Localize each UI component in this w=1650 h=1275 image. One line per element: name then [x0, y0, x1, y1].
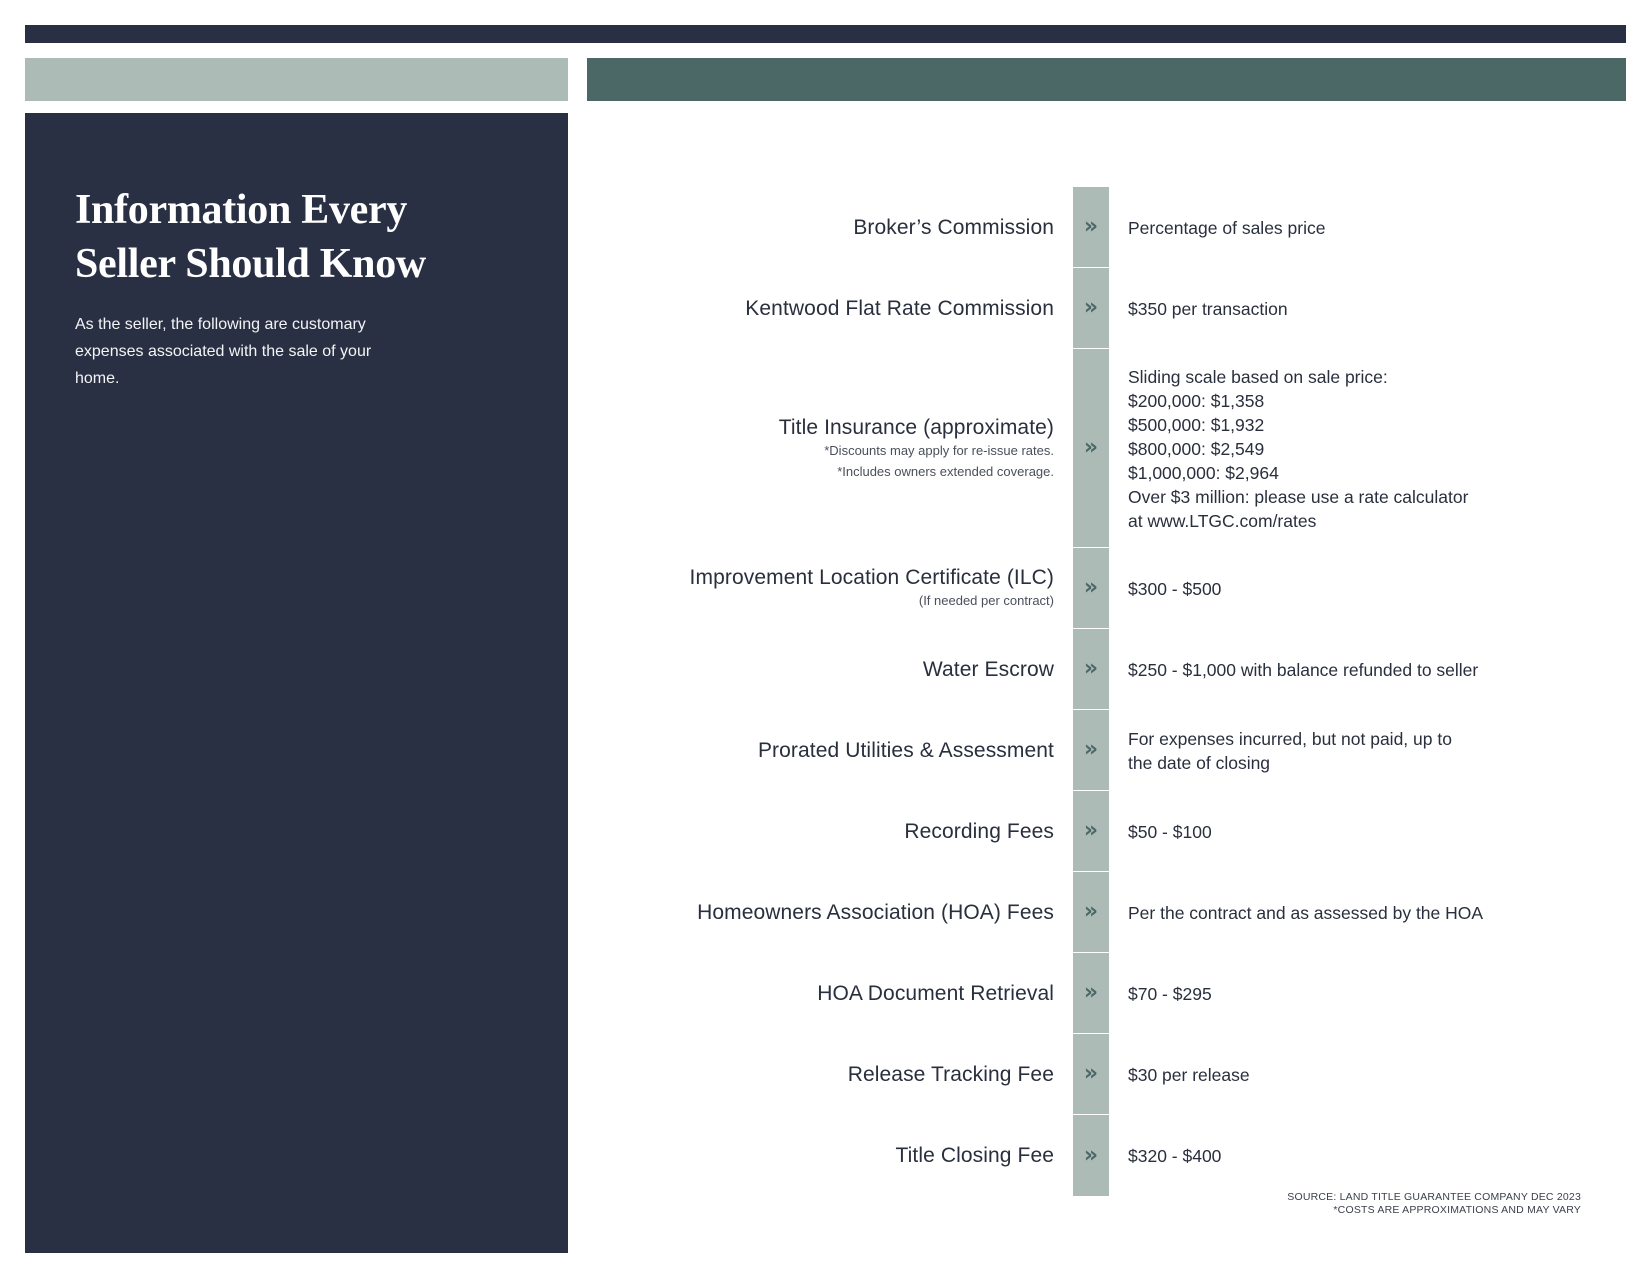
fee-name: HOA Document Retrieval	[817, 981, 1054, 1005]
source-line: SOURCE: LAND TITLE GUARANTEE COMPANY DEC 2023	[1287, 1191, 1581, 1203]
fee-name: Title Insurance (approximate)	[778, 415, 1054, 439]
fee-row	[587, 872, 1587, 953]
fee-value-line: the date of closing	[1128, 752, 1271, 773]
fee-name: Kentwood Flat Rate Commission	[745, 296, 1054, 320]
fee-value-line: at www.LTGC.com/rates	[1128, 510, 1317, 531]
fee-note: (If needed per contract)	[918, 593, 1054, 608]
double-chevron-right-icon: »	[1083, 656, 1099, 681]
fee-name: Water Escrow	[922, 657, 1054, 681]
fee-row	[587, 953, 1587, 1034]
separator-column	[1073, 548, 1109, 629]
fee-name: Homeowners Association (HOA) Fees	[697, 900, 1054, 924]
fee-row	[587, 349, 1587, 548]
separator-column	[1073, 268, 1109, 349]
fee-value-line: $300 - $500	[1128, 578, 1222, 599]
sidebar-panel	[25, 113, 568, 1253]
fee-list	[587, 187, 1587, 1196]
fee-value-line: Percentage of sales price	[1128, 217, 1326, 238]
fee-value	[1128, 1034, 1548, 1115]
fee-value-line: $1,000,000: $2,964	[1128, 462, 1279, 483]
fee-note: *Includes owners extended coverage.	[837, 463, 1054, 479]
source-note	[1287, 1191, 1581, 1217]
fee-value-line: $320 - $400	[1128, 1145, 1222, 1166]
fee-name: Improvement Location Certificate (ILC)	[689, 566, 1054, 589]
double-chevron-right-icon: »	[1083, 899, 1099, 924]
fee-value	[1128, 629, 1548, 710]
page-title	[75, 183, 455, 291]
fee-label	[614, 953, 1054, 1034]
fee-value-line: Over $3 million: please use a rate calculator	[1128, 486, 1469, 507]
fee-value-line: $500,000: $1,932	[1128, 414, 1265, 435]
double-chevron-right-icon: »	[1083, 214, 1099, 239]
fee-value-line: Per the contract and as assessed by the HOA	[1128, 902, 1484, 923]
fee-name: Release Tracking Fee	[847, 1062, 1054, 1086]
fee-label	[614, 791, 1054, 872]
separator-column	[1073, 187, 1109, 268]
fee-value	[1128, 548, 1548, 629]
fee-row	[587, 548, 1587, 629]
separator-column	[1073, 1115, 1109, 1196]
fee-note: *Discounts may apply for re-issue rates.	[824, 442, 1054, 458]
fee-label	[614, 268, 1054, 349]
fee-label	[614, 187, 1054, 268]
fee-value	[1128, 1115, 1548, 1196]
fee-row	[587, 1115, 1587, 1196]
separator-column	[1073, 953, 1109, 1034]
fee-value	[1128, 349, 1548, 548]
fee-value	[1128, 953, 1548, 1034]
fee-value	[1128, 268, 1548, 349]
fee-value	[1128, 791, 1548, 872]
fee-value-line: $350 per transaction	[1128, 298, 1288, 319]
separator-column	[1073, 791, 1109, 872]
fee-name: Title Closing Fee	[895, 1143, 1054, 1167]
fee-row	[587, 710, 1587, 791]
fee-value-line: $50 - $100	[1128, 821, 1212, 842]
fee-value-line: $30 per release	[1128, 1064, 1250, 1085]
fee-label	[614, 710, 1054, 791]
fee-value	[1128, 710, 1548, 791]
separator-column	[1073, 349, 1109, 548]
double-chevron-right-icon: »	[1083, 575, 1099, 600]
fee-label	[614, 1034, 1054, 1115]
fee-row	[587, 268, 1587, 349]
intro-text: As the seller, the following are customary expenses associated with the sale of your home.	[75, 316, 372, 387]
fee-label	[614, 872, 1054, 953]
fee-row	[587, 187, 1587, 268]
accent-bar-left	[25, 58, 568, 101]
fee-label	[614, 349, 1054, 548]
page-title-line2: Seller Should Know	[75, 241, 426, 287]
double-chevron-right-icon: »	[1083, 295, 1099, 320]
fee-label	[614, 629, 1054, 710]
fee-value-line: For expenses incurred, but not paid, up to	[1128, 728, 1452, 749]
fee-value	[1128, 187, 1548, 268]
disclaimer-line: *COSTS ARE APPROXIMATIONS AND MAY VARY	[1333, 1204, 1581, 1216]
fee-label	[614, 1115, 1054, 1196]
separator-column	[1073, 710, 1109, 791]
double-chevron-right-icon: »	[1083, 1061, 1099, 1086]
fee-row	[587, 791, 1587, 872]
double-chevron-right-icon: »	[1083, 435, 1099, 460]
fee-value-line: $250 - $1,000 with balance refunded to seller	[1128, 659, 1479, 680]
fee-value-line: Sliding scale based on sale price:	[1128, 366, 1388, 387]
top-banner-bar	[25, 25, 1626, 43]
page-title-line1: Information Every	[75, 187, 408, 233]
fee-label	[614, 548, 1054, 629]
fee-value-line: $200,000: $1,358	[1128, 390, 1265, 411]
double-chevron-right-icon: »	[1083, 1142, 1099, 1168]
fee-name: Broker’s Commission	[853, 215, 1054, 239]
double-chevron-right-icon: »	[1083, 737, 1099, 762]
fee-value-line: $70 - $295	[1128, 983, 1212, 1004]
fee-name: Prorated Utilities & Assessment	[757, 738, 1054, 762]
double-chevron-right-icon: »	[1083, 818, 1099, 843]
separator-column	[1073, 629, 1109, 710]
fee-row	[587, 629, 1587, 710]
fee-value	[1128, 872, 1548, 953]
separator-column	[1073, 872, 1109, 953]
fee-value-line: $800,000: $2,549	[1128, 438, 1265, 459]
double-chevron-right-icon: »	[1083, 980, 1099, 1005]
fee-row	[587, 1034, 1587, 1115]
fee-name: Recording Fees	[904, 819, 1054, 843]
accent-bar-right	[587, 58, 1626, 101]
separator-column	[1073, 1034, 1109, 1115]
